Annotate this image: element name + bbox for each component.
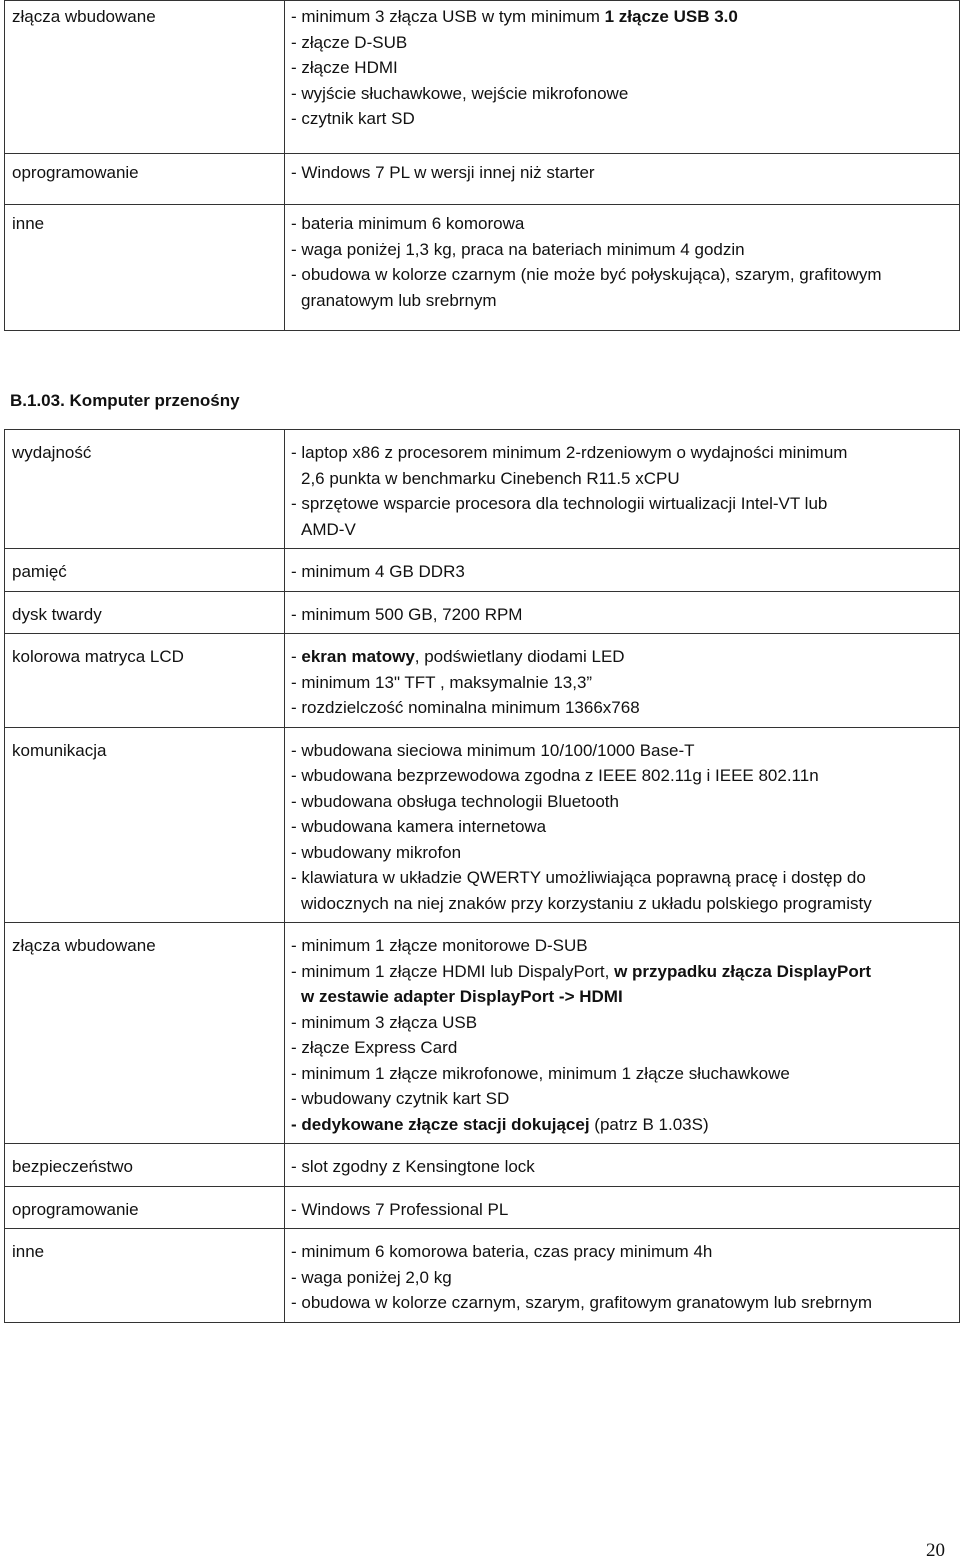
spec-text: - Windows 7 Professional PL: [291, 1199, 509, 1219]
spec-row: [5, 591, 960, 634]
spec-value: [285, 591, 960, 634]
spec-text-bold: - dedykowane złącze stacji dokującej: [291, 1114, 590, 1134]
spec-line: [291, 30, 957, 56]
spec-value: [285, 1229, 960, 1323]
spec-line: [291, 262, 957, 288]
spec-text: - laptop x86 z procesorem minimum 2-rdzeniowym o wydajności minimum: [291, 443, 848, 462]
spec-value: [285, 923, 960, 1144]
spec-text: - minimum 13" TFT , maksymalnie 13,3”: [291, 672, 593, 692]
spec-row-other: [5, 205, 960, 331]
spec-value: [285, 1144, 960, 1187]
spec-text: - rozdzielczość nominalna minimum 1366x768: [291, 698, 640, 717]
spec-text: - wbudowana bezprzewodowa zgodna z IEEE 802.11g i IEEE 802.11n: [291, 766, 819, 785]
spec-row: [5, 1144, 960, 1187]
spec-label: pamięć: [5, 549, 285, 592]
spec-row: [5, 923, 960, 1144]
spec-value: [285, 154, 960, 205]
spec-line: [291, 1035, 957, 1061]
spec-label: bezpieczeństwo: [5, 1144, 285, 1187]
spec-text: - minimum 500 GB, 7200 RPM: [291, 604, 523, 624]
spec-text-bold: w przypadku złącza DisplayPort: [614, 961, 872, 981]
spec-line: [291, 695, 957, 721]
spec-text: , podświetlany diodami LED: [414, 647, 625, 666]
spec-value: [285, 727, 960, 923]
spec-value: [285, 634, 960, 728]
spec-text: - minimum 6 komorowa bateria, czas pracy minimum 4h: [291, 1242, 713, 1261]
spec-text: - czytnik kart SD: [291, 109, 415, 128]
spec-text: - wbudowana obsługa technologii Bluetooth: [291, 791, 619, 811]
spec-text: - minimum 1 złącze HDMI lub DispalyPort,: [291, 961, 615, 981]
spec-label: dysk twardy: [5, 591, 285, 634]
spec-line: [291, 959, 957, 985]
spec-text: - slot zgodny z Kensingtone lock: [291, 1157, 535, 1176]
spec-line: [291, 738, 957, 764]
spec-text: - klawiatura w układzie QWERTY umożliwiająca poprawną pracę i dostęp do: [291, 868, 866, 887]
spec-line: [291, 1154, 957, 1180]
spec-line: [291, 814, 957, 840]
spec-label: oprogramowanie: [5, 154, 285, 205]
spec-text: - złącze Express Card: [291, 1038, 458, 1057]
spec-text: - waga poniżej 2,0 kg: [291, 1267, 452, 1287]
spec-line: [291, 81, 957, 107]
spec-line-continued: [291, 891, 957, 917]
spec-line: [291, 1112, 957, 1138]
spec-row: [5, 1229, 960, 1323]
spec-text-bold: 1 złącze USB 3.0: [604, 7, 738, 26]
spec-label: komunikacja: [5, 727, 285, 923]
spec-table-laptop-body: [5, 430, 960, 1323]
spec-line: [291, 1265, 957, 1291]
spec-row: [5, 1186, 960, 1229]
spec-text: -: [291, 647, 302, 666]
spec-text: AMD-V: [301, 519, 356, 539]
spec-text: (patrz B 1.03S): [589, 1114, 709, 1134]
spec-label: kolorowa matryca LCD: [5, 634, 285, 728]
spec-row-software: [5, 154, 960, 205]
spec-line: [291, 840, 957, 866]
spec-line: [291, 865, 957, 891]
spec-line: [291, 491, 957, 517]
spec-label: złącza wbudowane: [5, 923, 285, 1144]
spec-line: [291, 211, 957, 237]
spec-text: - wbudowana kamera internetowa: [291, 817, 547, 836]
spec-line-continued: [291, 984, 957, 1010]
spec-line: [291, 670, 957, 696]
spec-text: widocznych na niej znaków przy korzystaniu z układu polskiego programisty: [301, 893, 872, 913]
spec-value: [285, 1186, 960, 1229]
spec-text: - wbudowana sieciowa minimum 10/100/1000 Base-T: [291, 740, 695, 760]
spec-text: - minimum 1 złącze mikrofonowe, minimum 1 złącze słuchawkowe: [291, 1063, 790, 1083]
spec-text: - minimum 4 GB DDR3: [291, 562, 465, 581]
section-title: B.1.03. Komputer przenośny: [10, 391, 240, 410]
spec-line: [291, 1010, 957, 1036]
spec-text-bold: w zestawie adapter DisplayPort -> HDMI: [301, 987, 623, 1006]
spec-text: - minimum 3 złącza USB w tym minimum: [291, 7, 605, 26]
spec-line: [291, 1086, 957, 1112]
spec-row: [5, 430, 960, 549]
spec-text: granatowym lub srebrnym: [301, 290, 497, 310]
spec-text: - obudowa w kolorze czarnym (nie może być połyskująca), szarym, grafitowym: [291, 265, 882, 284]
spec-value: [285, 549, 960, 592]
spec-line: [291, 160, 957, 186]
spec-table-laptop: [4, 429, 960, 1323]
spec-line: [291, 4, 957, 30]
spec-row: [5, 727, 960, 923]
spec-text: - sprzętowe wsparcie procesora dla technologii wirtualizacji Intel-VT lub: [291, 494, 828, 513]
spec-line: [291, 1239, 957, 1265]
spec-line: [291, 1197, 957, 1223]
spec-text: - złącze D-SUB: [291, 32, 408, 52]
spec-line: [291, 1061, 957, 1087]
spec-line: [291, 106, 957, 132]
spec-text: - wbudowany mikrofon: [291, 842, 462, 862]
spec-line: [291, 602, 957, 628]
spec-label: inne: [5, 205, 285, 331]
spec-label: oprogramowanie: [5, 1186, 285, 1229]
spec-label: inne: [5, 1229, 285, 1323]
spec-line: [291, 440, 957, 466]
spec-label: wydajność: [5, 430, 285, 549]
spec-line: [291, 237, 957, 263]
spec-text: - waga poniżej 1,3 kg, praca na bateriach minimum 4 godzin: [291, 239, 745, 259]
spec-label: złącza wbudowane: [5, 1, 285, 154]
spec-table-continued: [4, 0, 960, 331]
spec-text: - bateria minimum 6 komorowa: [291, 214, 525, 233]
spec-line: [291, 644, 957, 670]
spec-text: - Windows 7 PL w wersji innej niż starter: [291, 163, 595, 182]
spec-row: [5, 549, 960, 592]
spec-table-continued-body: [5, 1, 960, 331]
page-number: 20: [926, 1540, 945, 1561]
spec-line: [291, 763, 957, 789]
spec-value: [285, 430, 960, 549]
spec-value: [285, 205, 960, 331]
spec-text: - złącze HDMI: [291, 58, 398, 77]
spec-line-continued: [291, 288, 957, 314]
spec-text-bold: ekran matowy: [301, 647, 415, 666]
spec-line-continued: [291, 517, 957, 543]
spec-row-connectors: [5, 1, 960, 154]
spec-text: - minimum 1 złącze monitorowe D-SUB: [291, 936, 588, 955]
spec-text: - wbudowany czytnik kart SD: [291, 1089, 510, 1108]
spec-line: [291, 933, 957, 959]
spec-text: - wyjście słuchawkowe, wejście mikrofonowe: [291, 83, 629, 103]
spec-line: [291, 789, 957, 815]
spec-text: - minimum 3 złącza USB: [291, 1012, 478, 1032]
spec-row: [5, 634, 960, 728]
spec-text: 2,6 punkta w benchmarku Cinebench R11.5 xCPU: [301, 468, 680, 488]
spec-line: [291, 1290, 957, 1316]
spec-line: [291, 559, 957, 585]
spec-line: [291, 55, 957, 81]
spec-text: - obudowa w kolorze czarnym, szarym, grafitowym granatowym lub srebrnym: [291, 1293, 873, 1312]
spec-line-continued: [291, 466, 957, 492]
spec-value: [285, 1, 960, 154]
